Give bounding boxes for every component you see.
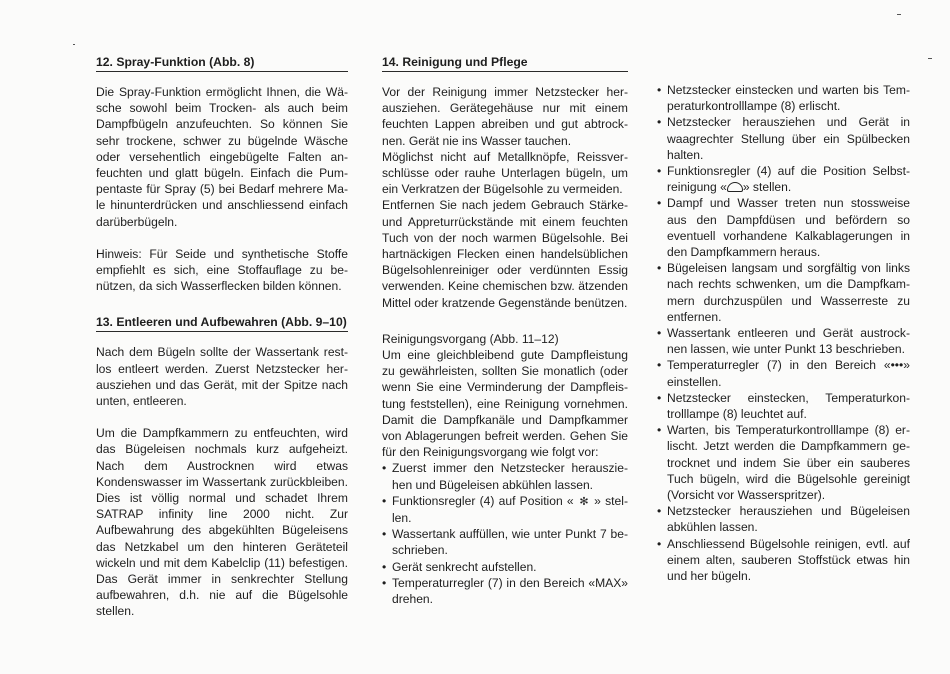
heading-cleaning-care: 14. Reinigung und Pflege [382, 54, 628, 72]
list-item [382, 493, 628, 526]
column-right [657, 82, 910, 584]
list-item-text: » stellen. [742, 180, 792, 195]
spray-icon: ✻ [579, 495, 589, 508]
list-item: • Netzstecker einstecken, Temperaturkontrolllampe (8) leuchtet auf. [657, 390, 910, 422]
list-item-text: Funktionsregler (4) auf die Position Selbstreinigung « [667, 164, 910, 195]
list-item: • Bügeleisen langsam und sorgfältig von links nach rechts schwenken, um die Dampfkammern durchzuspülen und Wasserreste zu entfernen. [657, 260, 910, 325]
paragraph-spray-note: Hinweis: Für Seide und synthetische Stoffe empfiehlt es sich, eine Stoffauflage zu benützen, da sich Wasserflecken bilden können. [96, 246, 348, 294]
list-item: • Gerät senkrecht aufstellen. [382, 559, 628, 575]
list-item [657, 163, 910, 195]
list-item: • Dampf und Wasser treten nun stossweise aus den Dampfdüsen und befördern so eventuell vorhandene Kalkablagerungen in den Dampfkammern heraus. [657, 195, 910, 260]
column-left [96, 54, 348, 620]
list-item: • Netzstecker herausziehen und Gerät in waagrechter Stellung über ein Spülbecken halten. [657, 114, 910, 163]
subheading-cleaning-process: Reinigungsvorgang (Abb. 11–12) [382, 331, 559, 346]
scan-speck [897, 14, 901, 15]
list-item: • Netzstecker einstecken und warten bis Temperaturkontrolllampe (8) erlischt. [657, 82, 910, 114]
list-item: • Temperaturregler (7) in den Bereich «MAX» drehen. [382, 575, 628, 607]
list-item: • Wassertank auffüllen, wie unter Punkt 7 beschrieben. [382, 526, 628, 558]
list-item: • Netzstecker herausziehen und Bügeleisen abkühlen lassen. [657, 503, 910, 535]
heading-empty-store: 13. Entleeren und Aufbewahren (Abb. 9–10) [96, 314, 348, 332]
column-middle [382, 54, 628, 607]
scan-speck [73, 44, 75, 45]
paragraph-cleaning-process: Um eine gleichbleibend gute Dampfleistung zu gewährleisten, sollten Sie monatlich (oder wenn Sie eine Verminderung der Dampfleistung feststellen), eine Reinigung vornehmen. Damit die Dampfkanäle und Dampfkammer von Ablagerungen befreit werden. Gehen Sie für den Reinigungsvorgang wie folgt vor: [382, 348, 628, 460]
list-item: • Zuerst immer den Netzstecker herausziehen und Bügeleisen abkühlen lassen. [382, 460, 628, 492]
paragraph-cleaning-1: Vor der Reinigung immer Netzstecker herausziehen. Gerätegehäuse nur mit einem feuchten Lappen abreiben und gut abtrocknen. Gerät nie ins Wasser tauchen. [382, 85, 628, 148]
cleaning-steps-list [382, 460, 628, 607]
list-item: • Wassertank entleeren und Gerät austrocknen lassen, wie unter Punkt 13 beschrieben. [657, 325, 910, 357]
self-clean-icon [727, 182, 743, 192]
paragraph-dehumidify: Um die Dampfkammern zu entfeuchten, wird das Bügeleisen nochmals kurz aufgeheizt. Nach dem Austrocknen wird etwas Kondenswasser im Wassertank zurückbleiben. Dies ist völlig normal und schadet Ihrem SATRAP infinity line 2000 nicht. Zur Aufbewahrung des abgekühlten Bügeleisens das Netzkabel um den hinteren Geräteteil wickeln und mit dem Kabelclip (11) befestigen. Das Gerät immer in senkrechter Stellung aufbewahren, d.h. nie auf die Bügelsohle stellen. [96, 426, 348, 619]
list-item: • Warten, bis Temperaturkontrolllampe (8) erlischt. Jetzt werden die Dampfkammern getrocknet und indem Sie über ein sauberes Tuch bügeln, wird die Bügelsohle gereinigt (Vorsicht vor Wasserspritzer). [657, 422, 910, 503]
list-item-text: Funktionsregler (4) auf Position « [392, 493, 574, 508]
list-item: • Anschliessend Bügelsohle reinigen, evtl. auf einem alten, sauberen Stoffstück etwas hin und her bügeln. [657, 536, 910, 585]
list-item: • Temperaturregler (7) in den Bereich «•••» einstellen. [657, 357, 910, 389]
list-item-text: » stellen. [392, 493, 628, 526]
paragraph-spray-intro: Die Spray-Funktion ermöglicht Ihnen, die Wäsche sowohl beim Trocken- als auch beim Dampfbügeln anzufeuchten. So können Sie sehr trockene, schwer zu bügelnde Wäsche oder versehentlich eingebügelte Falten anfeuchten und glatt bügeln. Einfach die Pumpentaste für Spray (5) bei Bedarf mehrere Male hinunterdrücken und anschliessend einfach darüberbügeln. [96, 85, 348, 229]
heading-spray-function: 12. Spray-Funktion (Abb. 8) [96, 54, 348, 72]
paragraph-cleaning-3: Entfernen Sie nach jedem Gebrauch Stärke- und Appreturrückstände mit einem feuchten Tuch von der noch warmen Bügelsohle. Bei hartnäckigen Flecken einen handelsüblichen Bügelsohlenreiniger oder verdünnten Essig verwenden. Keine chemischen bzw. ätzenden Mittel oder kratzende Gegenstände benützen. [382, 198, 628, 310]
paragraph-empty-tank: Nach dem Bügeln sollte der Wassertank restlos entleert werden. Zuerst Netzstecker herausziehen und das Gerät, mit der Spitze nach unten, entleeren. [96, 345, 348, 409]
scan-speck [928, 58, 932, 59]
paragraph-cleaning-2: Möglichst nicht auf Metallknöpfe, Reissverschlüsse oder rauhe Unterlagen bügeln, um ein Verkratzen der Bügelsohle zu vermeiden. [382, 149, 628, 197]
cleaning-steps-list-continued [657, 82, 910, 584]
